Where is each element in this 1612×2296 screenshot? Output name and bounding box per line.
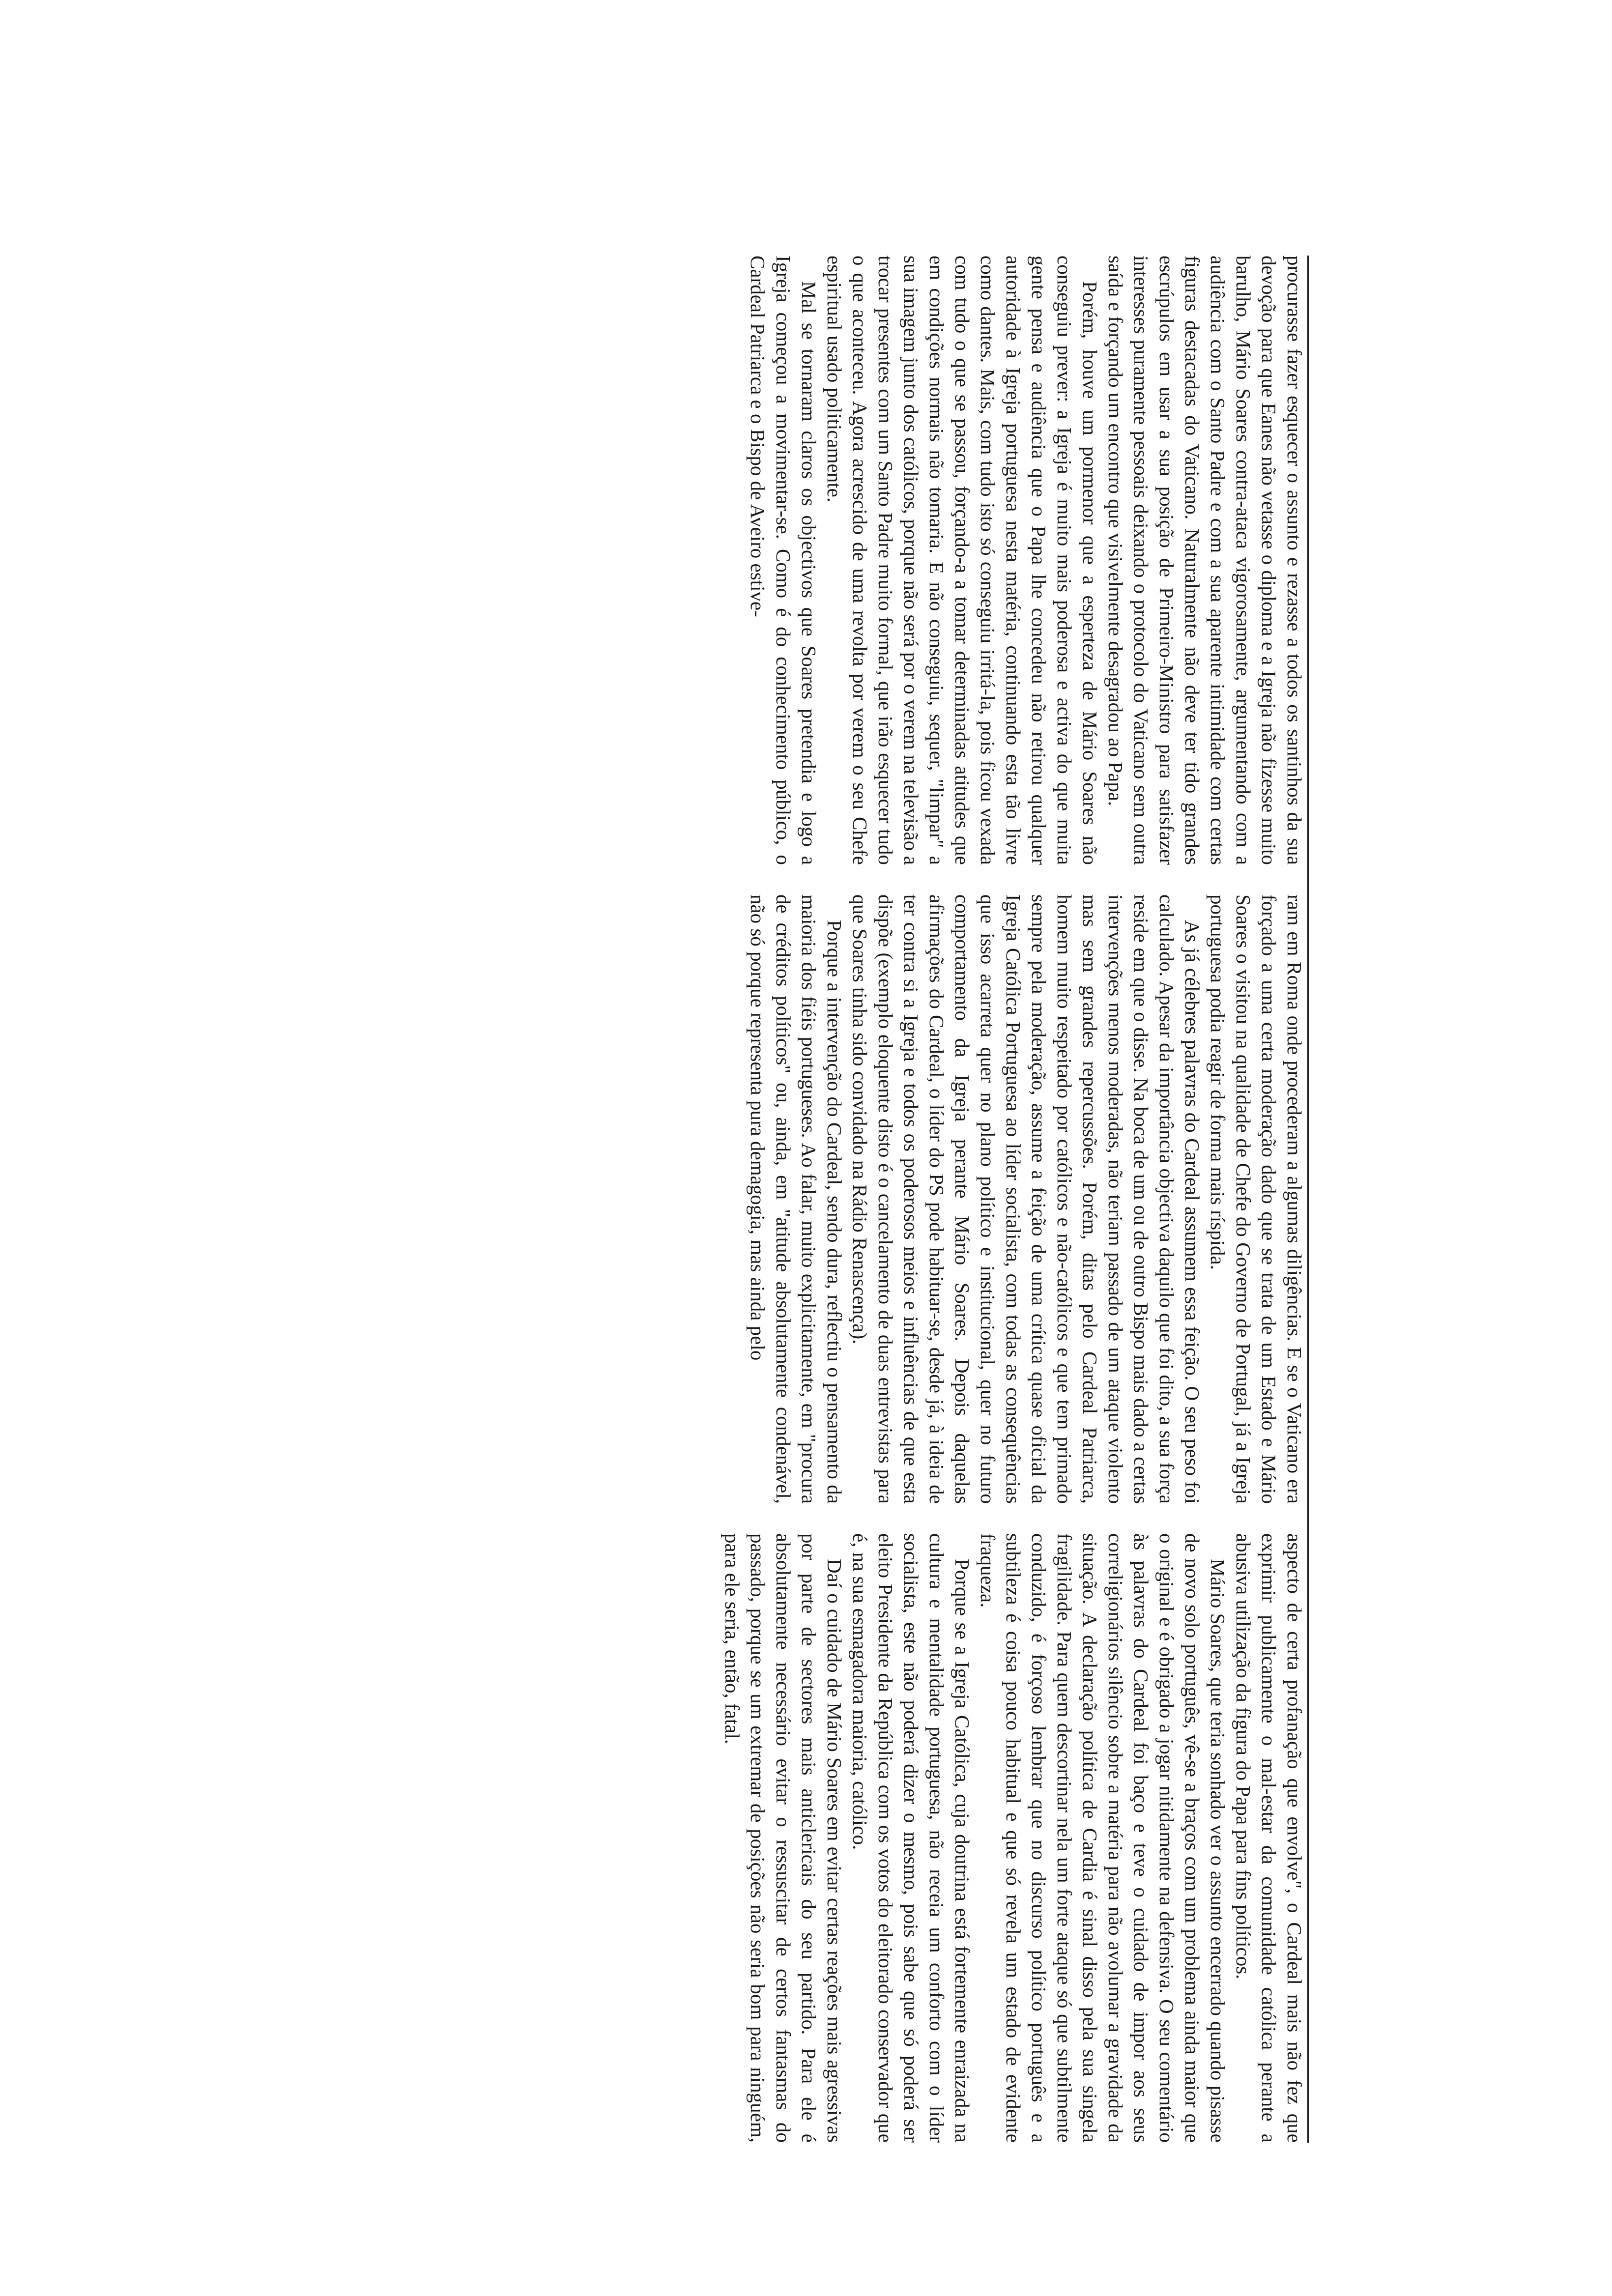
column-1-paragraph-1: procurasse fazer esquecer o assunto e rezasse a todos os santinhos da sua devoção para que Eanes não vetasse o diploma e a Igreja não fizesse muito barulho, Mário Soares contra-atacа vigorosamente, argumentando com a audiência com o Santo Padre e com a sua aparente intimidade com certas figuras destacadas do Vaticano. Naturalmente não deve ter tido grandes escrúpulos em usar a sua posição de Primeiro-Ministro para satisfazer interesses puramente pessoais deixando o protocolo do Vaticano sem outra saída e forçando um encontro que visivelmente desagradou ao Papa. [1104,256,1306,865]
column-3-paragraph-1: aspecto de certa profanação que envolve", o Cardeal mais não fez que exprimir publicamente o mal-estar da comunidade católica perante a abusiva utilização da figura do Papa para fins políticos. [1232,1533,1306,2143]
column-1-paragraph-3: Mal se tornaram claros os objectivos que Soares pretendia e logo a Igreja começou a movimentar-se. Como é do conhecimento público, o Cardeal Patriarca e o Bispo de Aveiro estive- [747,256,820,865]
column-3-paragraph-3: Porque se a Igreja Católica, cuja doutrina está fortemente enraizada na cultura e mentalidade portuguesa, não receia um conforto com o líder socialista, este não poderá dizer o mesmo, pois sabe que só poderá ser eleito Presidente da República com os votos do eleitorado conservador que é, na sua esmagadora maioria, católico. [849,1533,974,2143]
column-2-paragraph-1: ram em Roma onde procederam a algumas diligências. E se o Vaticano era forçado a uma certa moderação dado que se trata de um Estado e Mário Soares o visitou na qualidade de Chefe do Governo de Portugal, já a Igreja portuguesa podia reagir de forma mais ríspida. [1207,894,1306,1504]
rotated-article-page [324,256,1307,2143]
column-1-paragraph-2: Porém, houve um pormenor que a esperteza de Mário Soares não conseguiu prever: a Igreja é muito mais poderosa e activa do que muita gente pensa e audiência que o Papa lhe concedeu não retirou qualquer autoridade à Igreja portuguesa nesta matéria, continuando esta tão livre como dantes. Mais, com tudo isto só conseguiu irritá-la, pois ficou vexada com tudo o que se passou, forçando-a a tomar determinadas atitudes que em condições normais não tomaria. E não conseguiu, sequer, "limpar" a sua imagem junto dos católicos, porque não será por o verem na televisão a trocar presentes com um Santo Padre muito formal, que irão esquecer tudo o que aconteceu. Agora acrescido de uma revolta por verem o seu Chefe espiritual usado politicamente. [823,256,1101,865]
page-rule-line [1307,256,1309,2143]
article-column-3 [324,1533,1307,2143]
article-column-2 [324,894,1307,1504]
column-2-paragraph-3: Porque a intervenção do Cardeal, sendo dura, reflectiu o pensamento da maioria dos fiéis portugueses. Ao falar, muito explicitamente, em "procura de créditos políticos" ou, ainda, em "atitude absolutamente condenável, não só porque representa pura demagogia, mas ainda pelo [747,894,846,1504]
column-3-paragraph-2: Mário Soares, que teria sonhado ver o assunto encerrado quando pisasse de novo solo português, vê-se a braços com um problema ainda maior que o original e é obrigado a jogar nitidamente na defensiva. O seu comentário às palavras do Cardeal foi baço e teve o cuidado de impor aos seus correligionários silêncio sobre a matéria para não avolumar a gravidade da situação. A declaração política de Cardia é sinal disso pela sua singela fragilidade. Para quem descortinar nela um forte ataque só que subtilmente conduzido, é forçoso lembrar que no discurso político português e a subtileza é coisa pouco habitual e que só revela um estado de evidente fraqueza. [977,1533,1229,2143]
column-2-paragraph-2: As já célebres palavras do Cardeal assumem essa feição. O seu peso foi calculado. Apesar da importância objectiva daquilo que foi dito, a sua força reside em que o disse. Na boca de um ou de outro Bispo mais dado a certas intervenções menos moderadas, não teriam passado de um ataque violento mas sem grandes repercussões. Porém, ditas pelo Cardeal Patriarca, homem muito respeitado por católicos e não-católicos e que tem primado sempre pela moderação, assume a feição de uma crítica quase oficial da Igreja Católica Portuguesa ao líder socialista, com todas as consequências que isso acarreta quer no plano político e institucional, quer no futuro comportamento da Igreja perante Mário Soares. Depois daquelas afirmações do Cardeal, o líder do PS pode habituar-se, desde já, à ideia de ter contra si a Igreja e todos os poderosos meios e influências de que esta dispõe (exemplo eloquente disto é o cancelamento de duas entrevistas para que Soares tinha sido convidado na Rádio Renascença). [849,894,1204,1504]
column-3-paragraph-4: Daí o cuidado de Mário Soares em evitar certas reações mais agressivas por parte de sectores mais anticlericais do seu partido. Para ele é absolutamente necessário evitar o ressuscitar de certos fantasmas do passado, porque se um extremar de posições não seria bom para ninguém, para ele seria, então, fatal. [721,1533,846,2143]
article-column-1 [324,256,1307,865]
article-columns [324,256,1307,2143]
